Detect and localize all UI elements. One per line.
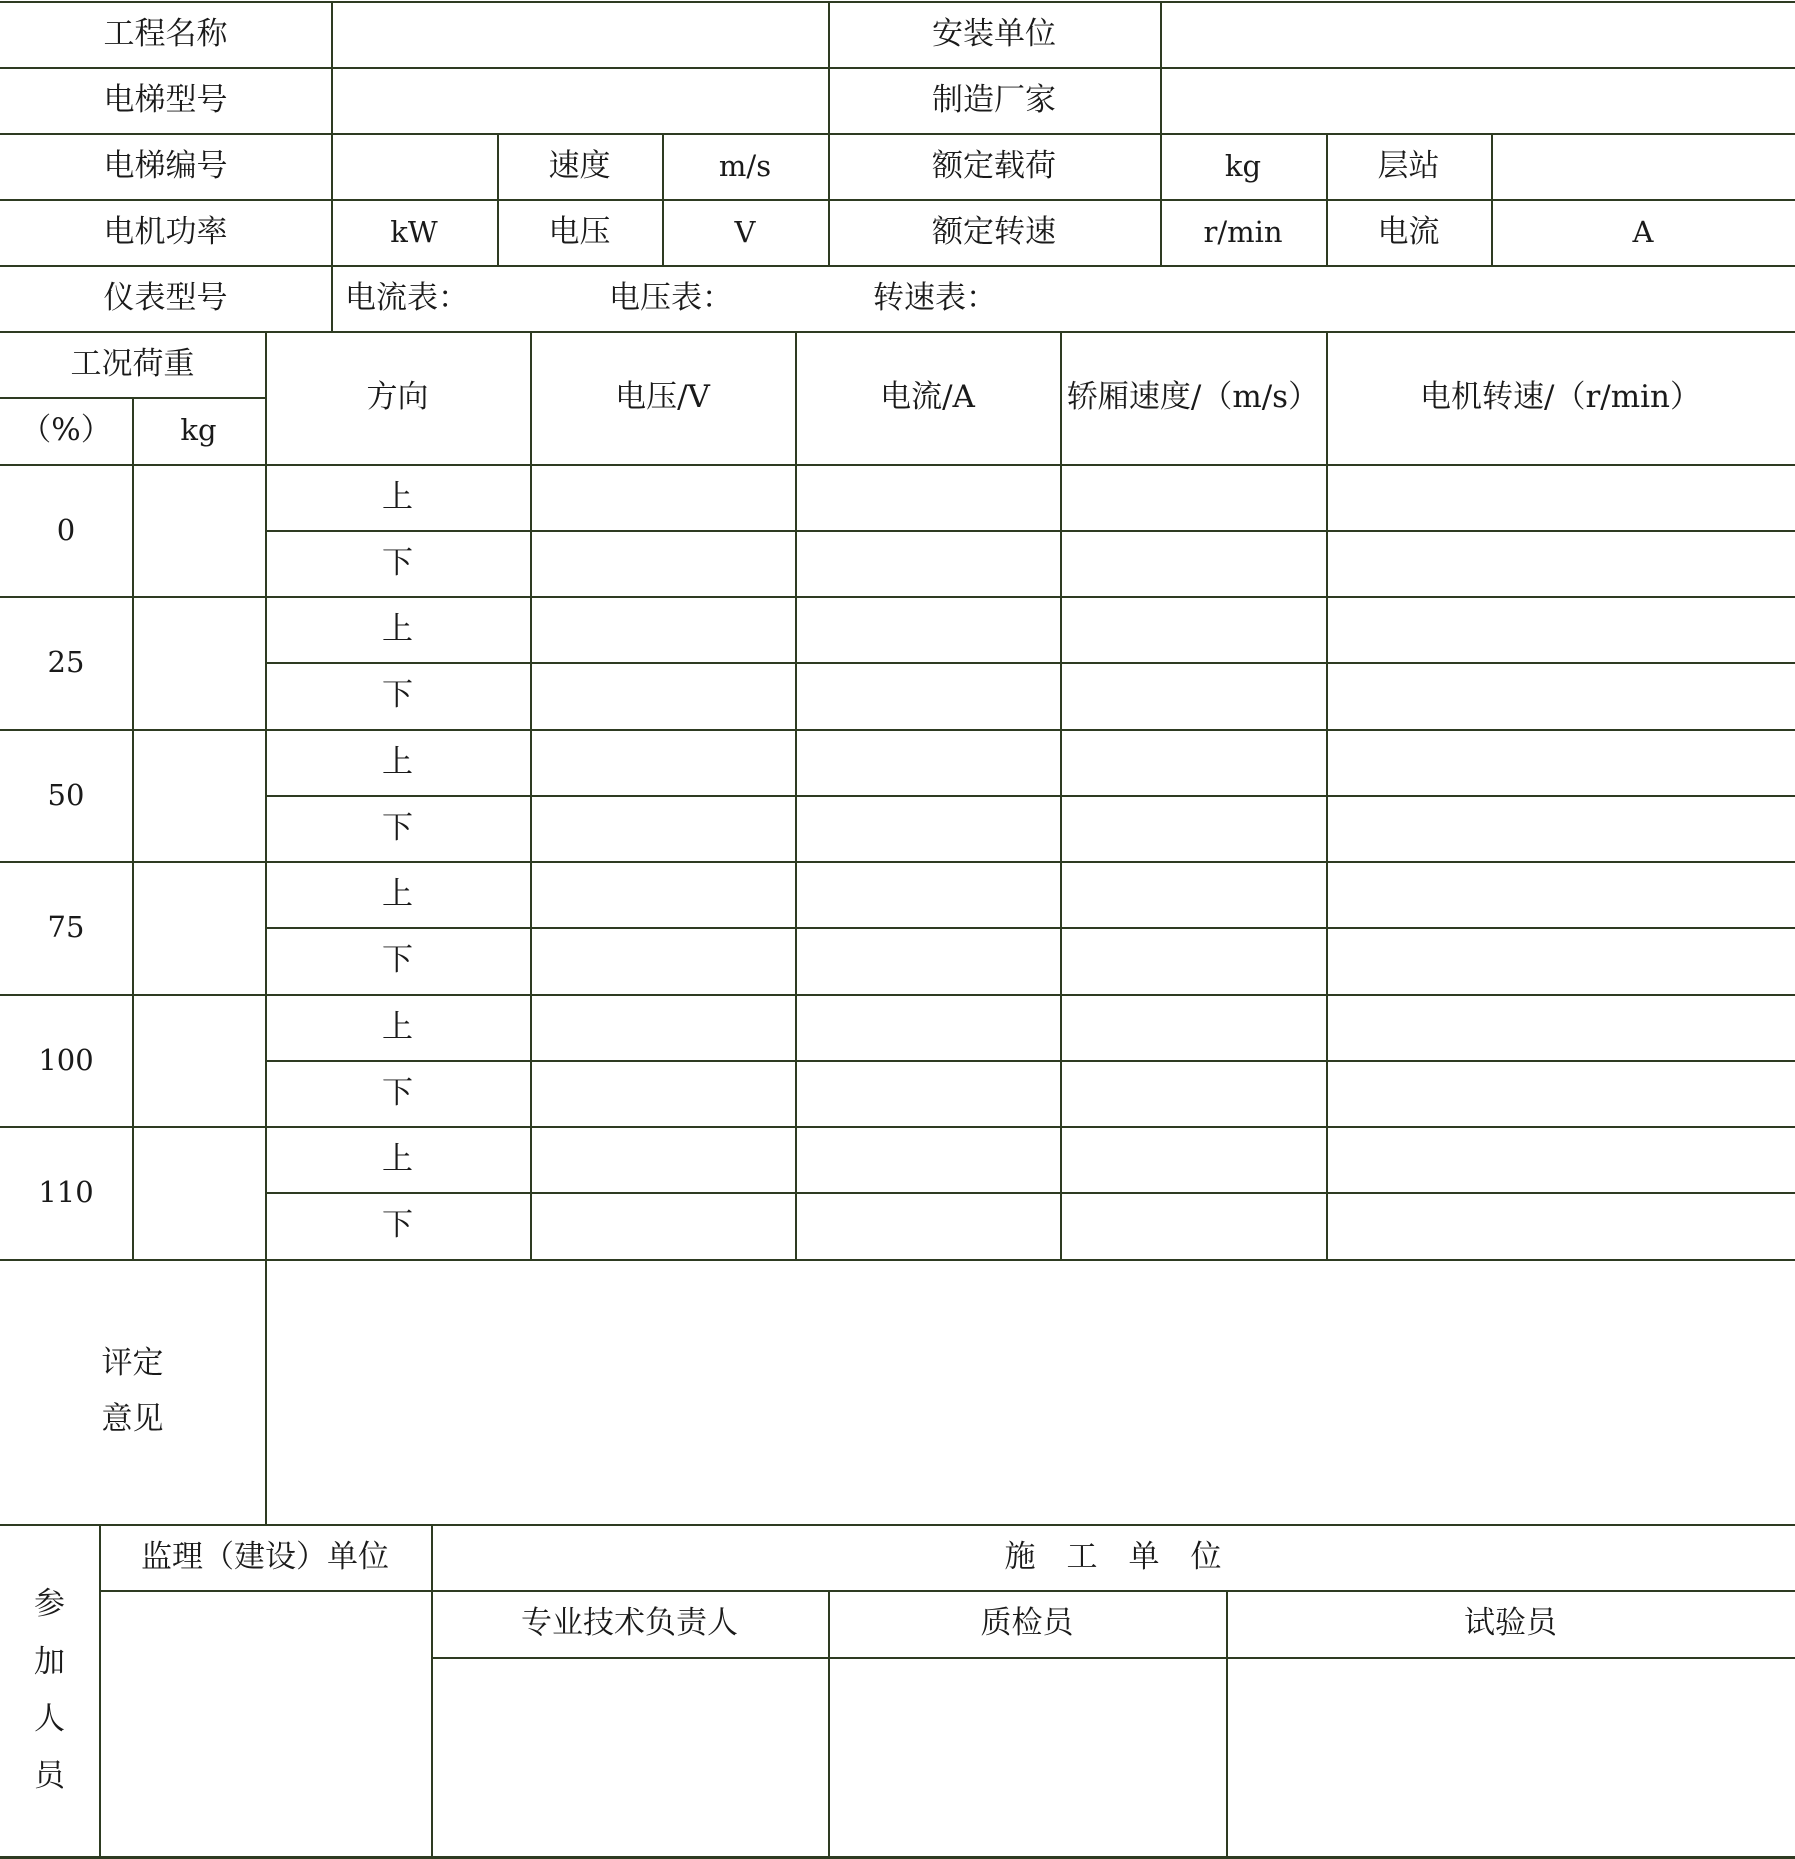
floor-station-label: 层站 bbox=[1377, 147, 1440, 184]
direction-up: 上 bbox=[382, 1140, 413, 1177]
direction-up: 上 bbox=[382, 875, 413, 912]
load-percent: 110 bbox=[38, 1175, 94, 1209]
current-header: 电流/A bbox=[880, 379, 975, 415]
rule bbox=[530, 331, 532, 1259]
tech-lead-signature-field[interactable] bbox=[433, 1659, 828, 1856]
elevator-no-field[interactable] bbox=[333, 135, 496, 199]
construction-unit-label: 施 工 单 位 bbox=[1004, 1538, 1222, 1575]
project-name-label: 工程名称 bbox=[103, 15, 228, 52]
speed-label: 速度 bbox=[548, 147, 611, 184]
elevator-model-field[interactable] bbox=[333, 69, 827, 133]
load-percent: 100 bbox=[38, 1042, 94, 1077]
rule bbox=[132, 397, 134, 1259]
install-unit-field[interactable] bbox=[1162, 3, 1795, 67]
rule bbox=[795, 331, 797, 1259]
voltmeter-label[interactable]: 电压表： bbox=[609, 279, 733, 316]
current-unit[interactable]: A bbox=[1632, 214, 1654, 249]
direction-down: 下 bbox=[382, 1207, 413, 1243]
evaluation-label-line1: 评定 bbox=[101, 1344, 164, 1381]
tester-label: 试验员 bbox=[1464, 1605, 1557, 1641]
rule bbox=[1326, 331, 1328, 1259]
voltage-label: 电压 bbox=[548, 213, 611, 250]
direction-up: 上 bbox=[382, 743, 413, 780]
participants-char: 加 bbox=[34, 1643, 65, 1680]
kg-header: kg bbox=[180, 413, 217, 447]
motor-speed-header: 电机转速/（r/min） bbox=[1420, 379, 1701, 415]
direction-down: 下 bbox=[382, 809, 413, 846]
current-label: 电流 bbox=[1377, 213, 1440, 250]
elevator-model-label: 电梯型号 bbox=[103, 81, 228, 118]
evaluation-label-line2: 意见 bbox=[101, 1400, 164, 1437]
manufacturer-field[interactable] bbox=[1162, 69, 1795, 133]
participants-char: 员 bbox=[34, 1758, 65, 1795]
voltage-unit[interactable]: V bbox=[734, 214, 756, 249]
motor-power-label: 电机功率 bbox=[103, 213, 228, 250]
rated-speed-unit[interactable]: r/min bbox=[1203, 214, 1283, 249]
load-percent: 75 bbox=[47, 910, 85, 944]
direction-down: 下 bbox=[382, 942, 413, 978]
load-percent: 0 bbox=[56, 512, 76, 547]
direction-down: 下 bbox=[382, 677, 413, 713]
tech-lead-label: 专业技术负责人 bbox=[521, 1605, 738, 1641]
motor-power-unit[interactable]: kW bbox=[390, 214, 438, 249]
participants-char: 参 bbox=[34, 1586, 65, 1623]
ammeter-label[interactable]: 电流表： bbox=[345, 279, 469, 316]
percent-header: （%） bbox=[20, 412, 112, 448]
rated-load-unit[interactable]: kg bbox=[1224, 148, 1262, 183]
direction-up: 上 bbox=[382, 478, 413, 515]
elevator-no-label: 电梯编号 bbox=[103, 147, 228, 184]
tester-signature-field[interactable] bbox=[1228, 1659, 1795, 1856]
direction-up: 上 bbox=[382, 1008, 413, 1045]
direction-down: 下 bbox=[382, 1074, 413, 1111]
install-unit-label: 安装单位 bbox=[932, 15, 1056, 52]
meter-model-label: 仪表型号 bbox=[103, 279, 228, 316]
direction-up: 上 bbox=[382, 610, 413, 647]
evaluation-field[interactable] bbox=[267, 1261, 1795, 1524]
tachometer-label[interactable]: 转速表： bbox=[873, 279, 997, 316]
load-percent: 50 bbox=[47, 777, 85, 812]
car-speed-header: 轿厢速度/（m/s） bbox=[1066, 379, 1320, 415]
voltage-header: 电压/V bbox=[615, 379, 710, 415]
quality-inspector-label: 质检员 bbox=[980, 1605, 1074, 1641]
rule bbox=[1060, 331, 1062, 1259]
participants-char: 人 bbox=[34, 1701, 65, 1737]
quality-inspector-signature-field[interactable] bbox=[830, 1659, 1226, 1856]
participants-label bbox=[0, 1524, 99, 1858]
evaluation-label bbox=[0, 1259, 265, 1524]
floor-station-field[interactable] bbox=[1493, 135, 1795, 199]
supervision-unit-label: 监理（建设）单位 bbox=[141, 1538, 389, 1575]
direction-header: 方向 bbox=[366, 379, 429, 415]
load-header: 工况荷重 bbox=[70, 345, 195, 382]
supervision-signature-field[interactable] bbox=[101, 1592, 431, 1856]
project-name-field[interactable] bbox=[333, 3, 827, 67]
load-percent: 25 bbox=[47, 645, 85, 679]
speed-unit[interactable]: m/s bbox=[718, 148, 772, 183]
rated-speed-label: 额定转速 bbox=[932, 213, 1056, 250]
direction-down: 下 bbox=[382, 544, 413, 581]
manufacturer-label: 制造厂家 bbox=[932, 81, 1056, 118]
rated-load-label: 额定载荷 bbox=[932, 147, 1056, 184]
